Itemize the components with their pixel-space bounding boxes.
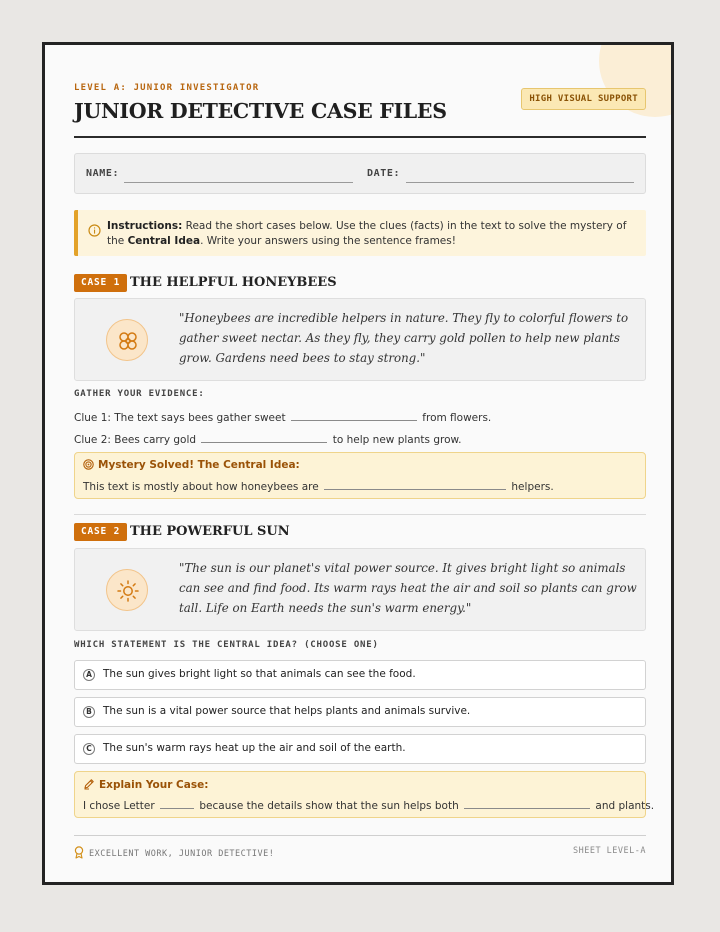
case2-title: THE POWERFUL SUN — [130, 524, 290, 539]
clue-1 — [74, 409, 491, 424]
clue-1-end: from flowers. — [422, 412, 492, 424]
central-idea-blank[interactable] — [324, 478, 506, 490]
case2-tag: CASE 2 — [74, 523, 127, 541]
case2-passage — [74, 548, 646, 631]
name-date-box — [74, 153, 646, 194]
mystery-solved-title — [83, 459, 300, 471]
instructions-part-2: . Write your answers using the sentence frames! — [200, 235, 456, 247]
worksheet-page — [42, 42, 674, 885]
clue-2-start: Clue 2: Bees carry gold — [74, 434, 197, 446]
clue-1-blank[interactable] — [291, 409, 417, 421]
date-label: DATE: — [367, 168, 401, 179]
clue-2-blank[interactable] — [201, 431, 327, 443]
case1-tag: CASE 1 — [74, 274, 127, 292]
instructions-part-1: Read the short cases below. Use the clues (facts) in the text to solve the mystery of the — [107, 220, 627, 247]
option-b-text: The sun is a vital power source that helps plants and animals survive. — [103, 705, 471, 717]
target-icon — [83, 459, 94, 470]
title-rule — [74, 136, 646, 138]
footer-message: EXCELLENT WORK, JUNIOR DETECTIVE! — [89, 849, 275, 859]
mystery-solved-label: Mystery Solved! The Central Idea: — [98, 459, 300, 471]
name-field[interactable] — [124, 182, 353, 183]
clue-2 — [74, 431, 461, 446]
central-idea-term: Central Idea — [127, 235, 201, 247]
letter-blank[interactable] — [160, 797, 194, 809]
sheet-level: SHEET LEVEL-A — [572, 846, 646, 856]
award-icon — [74, 846, 84, 859]
level-label: LEVEL A: JUNIOR INVESTIGATOR — [74, 83, 260, 93]
instructions-text — [107, 219, 637, 249]
date-field[interactable] — [406, 182, 634, 183]
central-idea-end: helpers. — [511, 481, 554, 493]
question-heading: WHICH STATEMENT IS THE CENTRAL IDEA? (CHOOSE ONE) — [74, 640, 379, 650]
clue-1-start: Clue 1: The text says bees gather sweet — [74, 412, 286, 424]
option-b[interactable] — [74, 697, 646, 727]
option-c-letter: C — [83, 743, 95, 755]
option-a-letter: A — [83, 669, 95, 681]
option-a[interactable] — [74, 660, 646, 690]
option-a-text: The sun gives bright light so that animals can see the food. — [103, 668, 416, 680]
explain-part-2: because the details show that the sun helps both — [199, 800, 459, 812]
option-c[interactable] — [74, 734, 646, 764]
case2-quote: "The sun is our planet's vital power source. It gives bright light so animals can see and find food. Its warm rays heat the air and soil so plants can grow tall. Life on Earth needs the sun's warm energy." — [179, 561, 637, 615]
flower-icon — [106, 319, 148, 361]
clue-2-end: to help new plants grow. — [332, 434, 462, 446]
page-title: JUNIOR DETECTIVE CASE FILES — [74, 99, 447, 123]
central-idea-start: This text is mostly about how honeybees are — [83, 481, 319, 493]
explain-case-label: Explain Your Case: — [99, 779, 209, 791]
case1-title: THE HELPFUL HONEYBEES — [130, 275, 337, 290]
footer-left — [74, 846, 274, 859]
case-divider — [74, 514, 646, 515]
option-b-letter: B — [83, 706, 95, 718]
support-badge: HIGH VISUAL SUPPORT — [521, 88, 646, 110]
evidence-heading: GATHER YOUR EVIDENCE: — [74, 389, 205, 399]
instructions-label: Instructions: — [107, 220, 183, 232]
central-idea-frame — [83, 478, 554, 493]
sun-icon — [106, 569, 148, 611]
explain-case-box — [74, 771, 655, 818]
footer-rule — [74, 835, 646, 836]
pencil-icon — [83, 778, 95, 790]
case1-passage — [74, 298, 646, 381]
case1-quote: "Honeybees are incredible helpers in nature. They fly to colorful flowers to gather sweet nectar. As they fly, they carry gold pollen to help new plants grow. Gardens need bees to stay strong." — [179, 311, 629, 365]
explain-case-title — [83, 778, 208, 791]
explain-frame — [83, 797, 654, 812]
name-label: NAME: — [86, 168, 120, 179]
sun-helps-blank[interactable] — [464, 797, 590, 809]
info-icon — [88, 222, 101, 241]
mystery-solved-box — [74, 452, 646, 499]
instructions-callout — [74, 210, 646, 256]
explain-part-3: and plants. — [595, 800, 655, 812]
option-c-text: The sun's warm rays heat up the air and soil of the earth. — [103, 742, 406, 754]
explain-part-1: I chose Letter — [83, 800, 155, 812]
